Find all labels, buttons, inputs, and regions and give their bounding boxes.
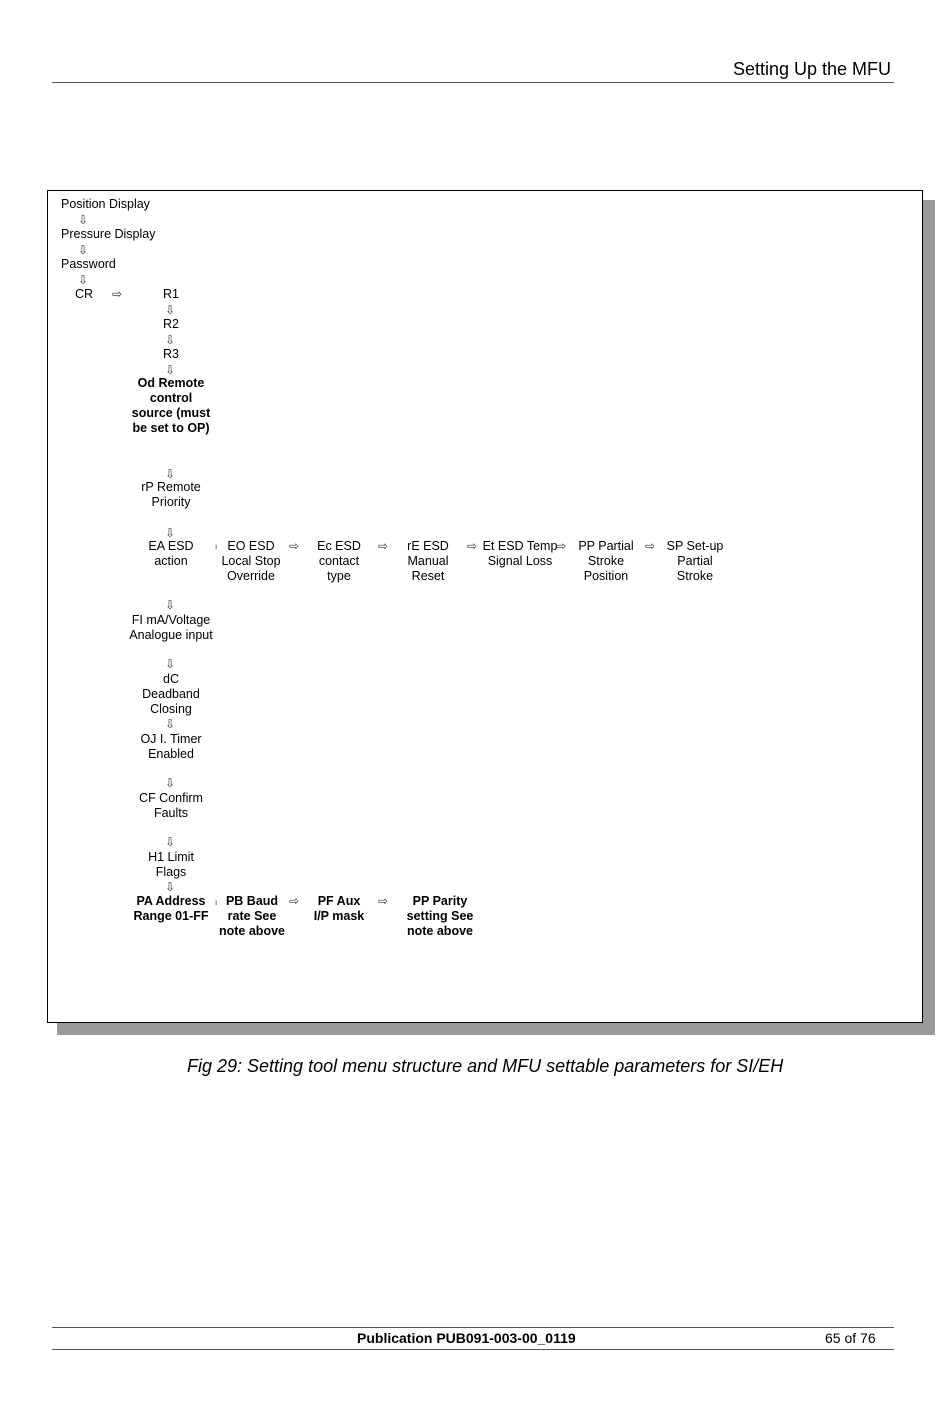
menu-cr: CR (75, 287, 94, 301)
down-arrow-icon: ⇩ (78, 273, 89, 287)
down-arrow-icon: ⇩ (165, 717, 176, 731)
right-arrow-icon: ı (215, 898, 218, 907)
header-rule (52, 82, 894, 83)
menu-position-display: Position Display (61, 197, 150, 211)
right-arrow-icon: ⇨ (289, 894, 300, 908)
down-arrow-icon: ⇩ (165, 363, 176, 377)
menu-od: Od Remote control source (must be set to OP) (131, 376, 211, 435)
menu-dc: dC Deadband Closing (142, 672, 200, 716)
esd-eo: EO ESD Local Stop Override (221, 539, 281, 583)
right-arrow-icon: ⇨ (289, 539, 300, 553)
menu-fi: FI mA/Voltage Analogue input (129, 613, 213, 642)
esd-sp: SP Set-up Partial Stroke (666, 539, 724, 583)
right-arrow-icon: ⇨ (467, 539, 478, 553)
down-arrow-icon: ⇩ (165, 303, 176, 317)
menu-rp: rP Remote Priority (141, 480, 201, 509)
down-arrow-icon: ⇩ (78, 243, 89, 257)
down-arrow-icon: ⇩ (165, 526, 176, 540)
menu-r1: R1 (163, 287, 179, 301)
right-arrow-icon: ⇨ (112, 287, 123, 301)
down-arrow-icon: ⇩ (165, 333, 176, 347)
down-arrow-icon: ⇩ (78, 213, 89, 227)
esd-et: Et ESD Temp Signal Loss (482, 539, 558, 568)
down-arrow-icon: ⇩ (165, 657, 176, 671)
right-arrow-icon: ı (215, 542, 218, 551)
menu-oj: OJ I. Timer Enabled (140, 732, 202, 761)
menu-r2: R2 (163, 317, 179, 331)
pa-pf: PF Aux I/P mask (313, 894, 365, 923)
menu-r3: R3 (163, 347, 179, 361)
page-header-title: Setting Up the MFU (732, 59, 891, 79)
footer-page-number: 65 of 76 (825, 1330, 876, 1346)
down-arrow-icon: ⇩ (165, 598, 176, 612)
down-arrow-icon: ⇩ (165, 835, 176, 849)
pa-pp: PP Parity setting See note above (406, 894, 474, 938)
menu-ea: EA ESD action (148, 539, 194, 568)
menu-cf: CF Confirm Faults (139, 791, 203, 820)
esd-ec: Ec ESD contact type (317, 539, 361, 583)
footer-publication: Publication PUB091-003-00_0119 (357, 1330, 576, 1346)
right-arrow-icon: ⇨ (378, 539, 389, 553)
menu-pa: PA Address Range 01-FF (133, 894, 209, 923)
footer-rule-top (52, 1327, 894, 1328)
right-arrow-icon: ⇨ (556, 539, 567, 553)
menu-pressure-display: Pressure Display (61, 227, 156, 241)
pa-pb: PB Baud rate See note above (219, 894, 285, 938)
figure-caption: Fig 29: Setting tool menu structure and MFU settable parameters for SI/EH (187, 1056, 784, 1076)
footer-rule-bottom (52, 1349, 894, 1350)
right-arrow-icon: ⇨ (378, 894, 389, 908)
down-arrow-icon: ⇩ (165, 467, 176, 481)
menu-figure (47, 190, 923, 1023)
menu-password: Password (61, 257, 116, 271)
esd-re: rE ESD Manual Reset (407, 539, 449, 583)
down-arrow-icon: ⇩ (165, 776, 176, 790)
menu-h1: H1 Limit Flags (148, 850, 194, 879)
esd-pp: PP Partial Stroke Position (578, 539, 634, 583)
right-arrow-icon: ⇨ (645, 539, 656, 553)
down-arrow-icon: ⇩ (165, 880, 176, 894)
